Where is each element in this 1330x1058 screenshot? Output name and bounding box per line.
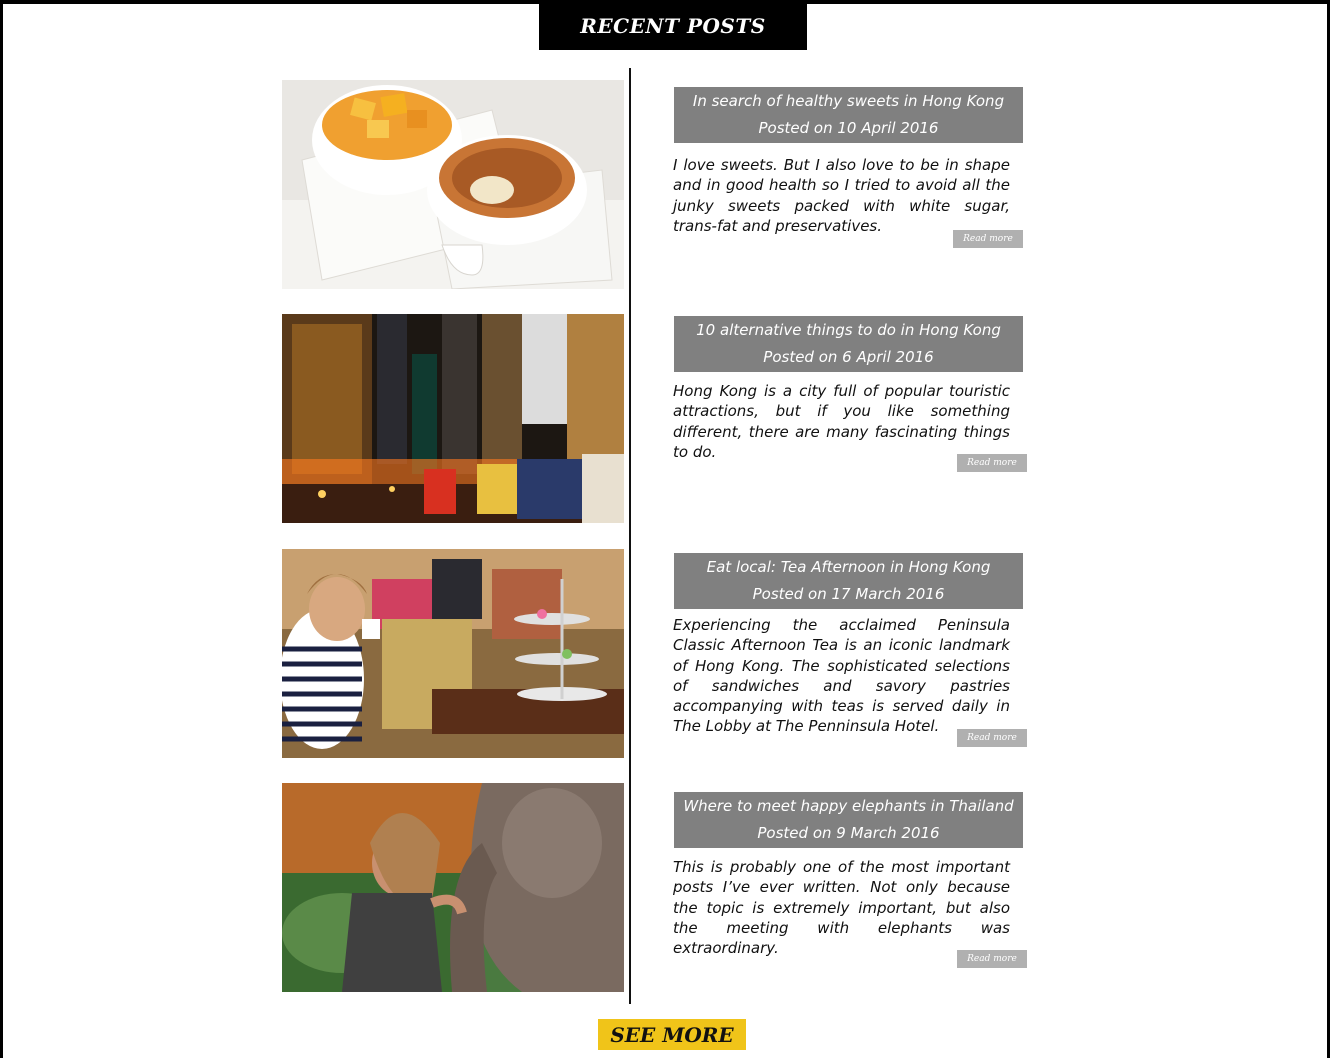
post-excerpt: I love sweets. But I also love to be in shape and in good health so I tried to avoid all the junky sweets packed with white sugar, trans-fat and preservatives. xyxy=(673,156,1010,235)
post-date: Posted on 10 April 2016 xyxy=(758,119,939,137)
post-header xyxy=(674,553,1023,609)
post-date: Posted on 9 March 2016 xyxy=(757,824,940,842)
column-divider xyxy=(629,68,631,1004)
post-title[interactable]: 10 alternative things to do in Hong Kong xyxy=(696,321,1001,339)
post-date: Posted on 6 April 2016 xyxy=(763,348,934,366)
post-thumbnail-elephants[interactable] xyxy=(282,783,624,992)
post-thumbnail-sweets[interactable] xyxy=(282,80,624,289)
post-header xyxy=(674,792,1023,848)
post-header xyxy=(674,316,1023,372)
read-more-button[interactable]: Read more xyxy=(953,230,1023,248)
post-thumbnail-afternoon-tea[interactable] xyxy=(282,549,624,758)
post-date: Posted on 17 March 2016 xyxy=(752,585,945,603)
post-title[interactable]: Eat local: Tea Afternoon in Hong Kong xyxy=(706,558,991,576)
post-excerpt: Experiencing the acclaimed Peninsula Classic Afternoon Tea is an iconic landmark of Hong Kong. The sophisticated selections of sandwiches and savory pastries accompanying with teas is served daily in The Lobby at The Penninsula Hotel. xyxy=(673,616,1010,736)
afternoon-tea-photo xyxy=(282,549,624,758)
city-night-photo xyxy=(282,314,624,523)
read-more-button[interactable]: Read more xyxy=(957,454,1027,472)
post-thumbnail-hong-kong[interactable] xyxy=(282,314,624,523)
post-title[interactable]: Where to meet happy elephants in Thailand xyxy=(683,797,1014,815)
post-header xyxy=(674,87,1023,143)
desserts-photo xyxy=(282,80,624,289)
page-frame-left xyxy=(0,0,3,1058)
read-more-button[interactable]: Read more xyxy=(957,950,1027,968)
see-more-button[interactable]: SEE MORE xyxy=(598,1019,746,1050)
post-title[interactable]: In search of healthy sweets in Hong Kong xyxy=(692,92,1005,110)
post-excerpt: This is probably one of the most important posts I’ve ever written. Not only because the topic is extremely important, but also the meeting with elephants was extraordinary. xyxy=(673,858,1010,958)
read-more-button[interactable]: Read more xyxy=(957,729,1027,747)
section-title: RECENT POSTS xyxy=(539,2,807,50)
elephant-photo xyxy=(282,783,624,992)
post-excerpt: Hong Kong is a city full of popular touristic attractions, but if you like something different, there are many fascinating things to do. xyxy=(673,382,1010,461)
